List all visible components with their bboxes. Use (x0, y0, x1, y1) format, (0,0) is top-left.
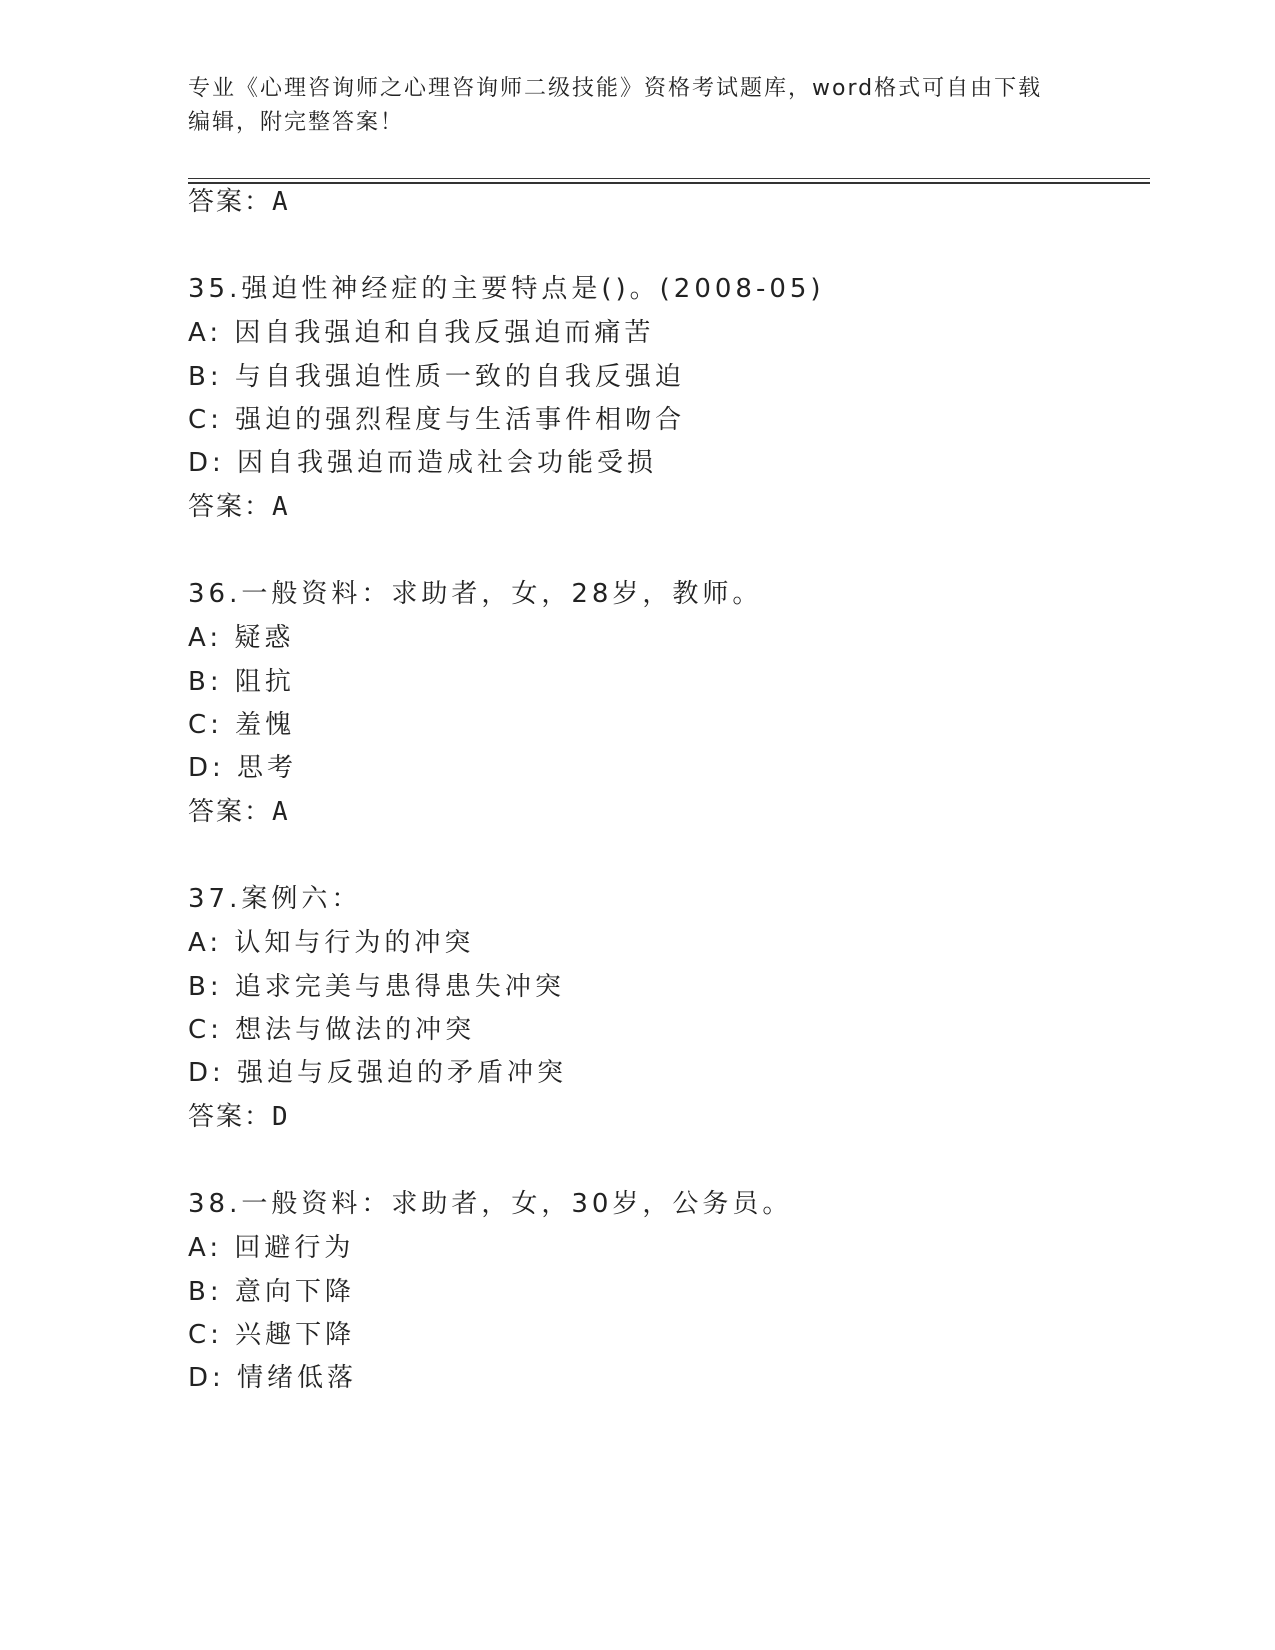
header-line-2: 编辑，附完整答案！ (188, 110, 405, 135)
question-38-option-b: B: 意向下降 (188, 1277, 355, 1307)
question-35-option-b: B: 与自我强迫性质一致的自我反强迫 (188, 362, 685, 392)
question-35-option-d: D: 因自我强迫而造成社会功能受损 (188, 448, 658, 478)
question-36-option-d: D: 思考 (188, 753, 298, 783)
header-line-1: 专业《心理咨询师之心理咨询师二级技能》资格考试题库，word格式可自由下载 (188, 76, 1043, 101)
question-36-answer: 答案：A (188, 797, 290, 827)
question-37-option-d: D: 强迫与反强迫的矛盾冲突 (188, 1058, 568, 1088)
document-header (188, 72, 1068, 140)
question-36-option-c: C: 羞愧 (188, 710, 296, 740)
question-35-option-c: C: 强迫的强烈程度与生活事件相吻合 (188, 405, 686, 435)
question-38-option-d: D: 情绪低落 (188, 1363, 358, 1393)
question-35-stem: 35.强迫性神经症的主要特点是()。(2008-05) (188, 274, 825, 304)
question-38-option-c: C: 兴趣下降 (188, 1320, 356, 1350)
question-38-option-a: A: 回避行为 (188, 1233, 355, 1263)
question-36-stem: 36.一般资料：求助者，女，28岁，教师。 (188, 579, 763, 609)
question-35-answer: 答案：A (188, 492, 290, 522)
header-divider-thin (188, 178, 1150, 179)
header-divider-thick (188, 182, 1150, 184)
question-38-stem: 38.一般资料：求助者，女，30岁，公务员。 (188, 1189, 793, 1219)
question-35-option-a: A: 因自我强迫和自我反强迫而痛苦 (188, 318, 655, 348)
question-37-option-c: C: 想法与做法的冲突 (188, 1015, 476, 1045)
question-37-option-a: A: 认知与行为的冲突 (188, 928, 475, 958)
question-36-option-b: B: 阻抗 (188, 667, 295, 697)
question-37-stem: 37.案例六： (188, 884, 362, 914)
question-36-option-a: A: 疑惑 (188, 623, 295, 653)
question-37-option-b: B: 追求完美与患得患失冲突 (188, 972, 565, 1002)
answer-label: 答案：A (188, 187, 290, 217)
question-37-answer: 答案：D (188, 1102, 290, 1132)
